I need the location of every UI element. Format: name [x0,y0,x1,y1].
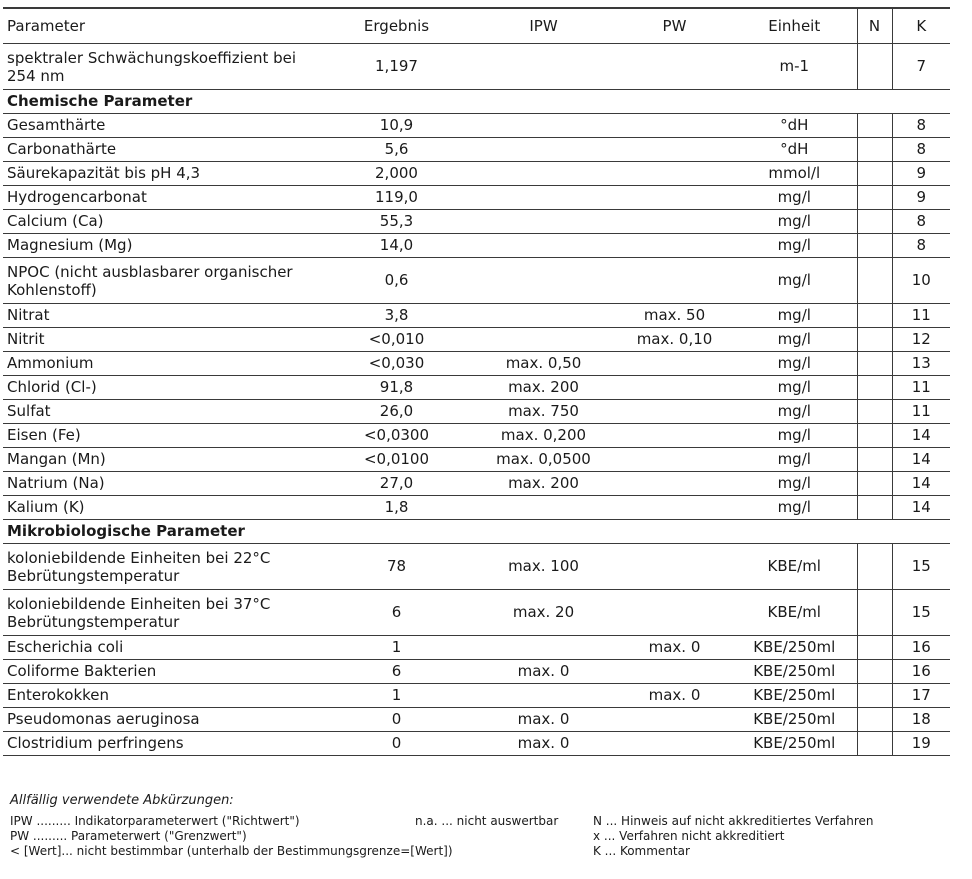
cell-pw: max. 0,10 [617,328,732,352]
footer-column-3 [593,814,953,859]
cell-ergebnis: 6 [323,590,470,636]
cell-n [857,684,892,708]
table-row [3,376,950,400]
cell-k: 16 [892,636,950,660]
cell-ipw [470,44,617,90]
results-table [3,7,950,756]
footer-column-2 [415,814,595,829]
cell-k: 8 [892,114,950,138]
table-row [3,496,950,520]
cell-ergebnis: 1,197 [323,44,470,90]
cell-k: 11 [892,376,950,400]
cell-k: 8 [892,234,950,258]
cell-ipw: max. 0,0500 [470,448,617,472]
cell-pw [617,114,732,138]
cell-parameter: koloniebildende Einheiten bei 37°C Bebrütungstemperatur [3,590,323,636]
cell-ergebnis: 6 [323,660,470,684]
table-row [3,44,950,90]
header-k: K [892,8,950,44]
cell-pw [617,732,732,756]
cell-ergebnis: 14,0 [323,234,470,258]
cell-n [857,424,892,448]
cell-ergebnis: 119,0 [323,186,470,210]
cell-pw [617,472,732,496]
table-row [3,684,950,708]
cell-n [857,138,892,162]
cell-parameter: Hydrogencarbonat [3,186,323,210]
cell-pw [617,590,732,636]
header-einheit: Einheit [732,8,857,44]
table-row [3,186,950,210]
cell-ipw [470,496,617,520]
cell-parameter: Coliforme Bakterien [3,660,323,684]
cell-n [857,376,892,400]
table-row [3,114,950,138]
cell-pw [617,258,732,304]
cell-einheit: KBE/250ml [732,708,857,732]
cell-parameter: Chlorid (Cl-) [3,376,323,400]
cell-ergebnis: 1,8 [323,496,470,520]
cell-ipw [470,684,617,708]
cell-einheit: mmol/l [732,162,857,186]
cell-parameter: spektraler Schwächungskoeffizient bei 254 nm [3,44,323,90]
cell-ipw: max. 20 [470,590,617,636]
cell-parameter: Mangan (Mn) [3,448,323,472]
cell-ipw: max. 0 [470,732,617,756]
table-row [3,258,950,304]
cell-k: 8 [892,210,950,234]
cell-einheit: KBE/250ml [732,660,857,684]
cell-k: 17 [892,684,950,708]
cell-einheit: KBE/250ml [732,636,857,660]
cell-ergebnis: 55,3 [323,210,470,234]
cell-pw: max. 0 [617,636,732,660]
table-row [3,544,950,590]
cell-ipw: max. 0 [470,660,617,684]
cell-parameter: NPOC (nicht ausblasbarer organischer Kohlenstoff) [3,258,323,304]
cell-parameter: Clostridium perfringens [3,732,323,756]
cell-k: 15 [892,544,950,590]
cell-k: 8 [892,138,950,162]
cell-parameter: Carbonathärte [3,138,323,162]
section-row [3,520,950,544]
cell-parameter: Enterokokken [3,684,323,708]
cell-parameter: Magnesium (Mg) [3,234,323,258]
cell-parameter: Eisen (Fe) [3,424,323,448]
cell-ipw [470,304,617,328]
cell-einheit: mg/l [732,400,857,424]
cell-parameter: Ammonium [3,352,323,376]
section-row [3,90,950,114]
table-row [3,424,950,448]
cell-pw [617,400,732,424]
header-n: N [857,8,892,44]
cell-ergebnis: 27,0 [323,472,470,496]
cell-ergebnis: 91,8 [323,376,470,400]
cell-einheit: mg/l [732,234,857,258]
cell-ergebnis: 0,6 [323,258,470,304]
cell-ergebnis: 78 [323,544,470,590]
footer-line: PW ......... Parameterwert ("Grenzwert") [10,829,247,843]
cell-n [857,636,892,660]
cell-n [857,44,892,90]
cell-einheit: mg/l [732,424,857,448]
cell-k: 13 [892,352,950,376]
cell-pw [617,352,732,376]
header-pw: PW [617,8,732,44]
cell-einheit: mg/l [732,352,857,376]
cell-n [857,114,892,138]
cell-ipw [470,234,617,258]
cell-ergebnis: 5,6 [323,138,470,162]
footer-line: K ... Kommentar [593,844,690,858]
cell-parameter: Säurekapazität bis pH 4,3 [3,162,323,186]
cell-k: 15 [892,590,950,636]
cell-k: 14 [892,472,950,496]
section-title: Chemische Parameter [3,90,950,114]
cell-k: 14 [892,496,950,520]
cell-ergebnis: 10,9 [323,114,470,138]
cell-ergebnis: 2,000 [323,162,470,186]
cell-pw [617,660,732,684]
cell-ergebnis: <0,030 [323,352,470,376]
table-header-row [3,8,950,44]
cell-k: 9 [892,162,950,186]
cell-einheit: m-1 [732,44,857,90]
cell-k: 19 [892,732,950,756]
cell-pw [617,186,732,210]
cell-ergebnis: 3,8 [323,304,470,328]
cell-pw [617,234,732,258]
cell-pw [617,448,732,472]
cell-ipw: max. 0,200 [470,424,617,448]
cell-einheit: mg/l [732,496,857,520]
abbreviations-footer [10,793,960,858]
table-row [3,138,950,162]
cell-pw: max. 50 [617,304,732,328]
cell-n [857,186,892,210]
table-row [3,352,950,376]
cell-pw [617,544,732,590]
cell-einheit: mg/l [732,210,857,234]
cell-parameter: Sulfat [3,400,323,424]
table-row [3,400,950,424]
cell-k: 12 [892,328,950,352]
cell-n [857,328,892,352]
cell-ergebnis: <0,0300 [323,424,470,448]
cell-parameter: Escherichia coli [3,636,323,660]
cell-k: 11 [892,400,950,424]
cell-parameter: Natrium (Na) [3,472,323,496]
cell-n [857,400,892,424]
table-row [3,210,950,234]
cell-einheit: mg/l [732,186,857,210]
cell-pw [617,138,732,162]
cell-einheit: °dH [732,114,857,138]
footer-title: Allfällig verwendete Abkürzungen: [10,793,234,808]
cell-n [857,234,892,258]
cell-pw: max. 0 [617,684,732,708]
footer-line: n.a. ... nicht auswertbar [415,814,559,828]
cell-ergebnis: 0 [323,708,470,732]
cell-k: 18 [892,708,950,732]
cell-einheit: mg/l [732,472,857,496]
table-row [3,234,950,258]
cell-einheit: KBE/ml [732,544,857,590]
cell-n [857,590,892,636]
footer-line: IPW ......... Indikatorparameterwert ("Richtwert") [10,814,300,828]
cell-einheit: °dH [732,138,857,162]
cell-ipw: max. 100 [470,544,617,590]
table-row [3,636,950,660]
table-row [3,708,950,732]
table-row [3,448,950,472]
cell-ipw [470,328,617,352]
table-row [3,660,950,684]
cell-ipw: max. 0,50 [470,352,617,376]
cell-n [857,660,892,684]
cell-n [857,544,892,590]
cell-einheit: mg/l [732,304,857,328]
cell-pw [617,376,732,400]
cell-n [857,472,892,496]
cell-einheit: KBE/250ml [732,684,857,708]
cell-parameter: Calcium (Ca) [3,210,323,234]
cell-ipw [470,258,617,304]
cell-ergebnis: 0 [323,732,470,756]
cell-parameter: koloniebildende Einheiten bei 22°C Bebrütungstemperatur [3,544,323,590]
section-title: Mikrobiologische Parameter [3,520,950,544]
footer-column-1 [10,814,453,859]
cell-ergebnis: 1 [323,684,470,708]
cell-ipw [470,186,617,210]
cell-n [857,352,892,376]
cell-einheit: KBE/ml [732,590,857,636]
cell-n [857,732,892,756]
cell-ergebnis: <0,010 [323,328,470,352]
cell-n [857,496,892,520]
cell-n [857,448,892,472]
cell-n [857,304,892,328]
cell-einheit: mg/l [732,328,857,352]
cell-ipw [470,114,617,138]
table-row [3,328,950,352]
cell-n [857,210,892,234]
cell-ipw: max. 200 [470,472,617,496]
cell-k: 11 [892,304,950,328]
cell-k: 16 [892,660,950,684]
cell-pw [617,210,732,234]
cell-ipw [470,636,617,660]
cell-pw [617,496,732,520]
footer-line: < [Wert]... nicht bestimmbar (unterhalb der Bestimmungsgrenze=[Wert]) [10,844,453,858]
table-row [3,732,950,756]
cell-pw [617,424,732,448]
footer-line: x ... Verfahren nicht akkreditiert [593,829,785,843]
cell-ipw [470,138,617,162]
cell-parameter: Pseudomonas aeruginosa [3,708,323,732]
cell-einheit: mg/l [732,448,857,472]
cell-k: 10 [892,258,950,304]
cell-k: 14 [892,424,950,448]
cell-ipw: max. 750 [470,400,617,424]
table-row [3,304,950,328]
header-ergebnis: Ergebnis [323,8,470,44]
table-row [3,590,950,636]
cell-parameter: Nitrat [3,304,323,328]
cell-einheit: mg/l [732,258,857,304]
cell-ergebnis: 1 [323,636,470,660]
cell-k: 9 [892,186,950,210]
table-row [3,472,950,496]
table-row [3,162,950,186]
cell-k: 7 [892,44,950,90]
cell-n [857,162,892,186]
header-ipw: IPW [470,8,617,44]
cell-parameter: Kalium (K) [3,496,323,520]
cell-parameter: Gesamthärte [3,114,323,138]
header-parameter: Parameter [3,8,323,44]
cell-ergebnis: <0,0100 [323,448,470,472]
cell-einheit: KBE/250ml [732,732,857,756]
cell-ipw [470,162,617,186]
cell-einheit: mg/l [732,376,857,400]
cell-parameter: Nitrit [3,328,323,352]
cell-ipw [470,210,617,234]
cell-pw [617,44,732,90]
cell-ipw: max. 200 [470,376,617,400]
cell-n [857,708,892,732]
cell-k: 14 [892,448,950,472]
cell-ipw: max. 0 [470,708,617,732]
cell-ergebnis: 26,0 [323,400,470,424]
cell-pw [617,708,732,732]
cell-n [857,258,892,304]
cell-pw [617,162,732,186]
footer-line: N ... Hinweis auf nicht akkreditiertes Verfahren [593,814,874,828]
